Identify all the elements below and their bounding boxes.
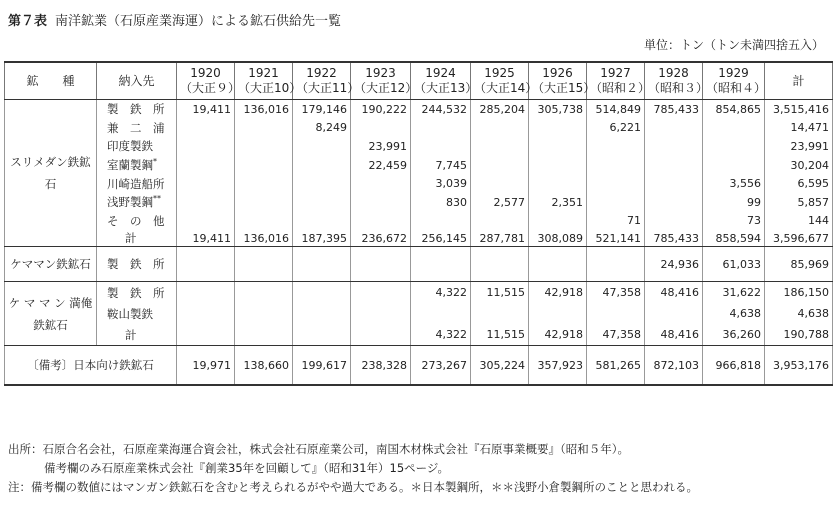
ore-type-cell: ケ マ マ ン 満俺鉄鉱石 [5, 282, 97, 346]
value-cell [351, 119, 411, 138]
value-cell [235, 193, 293, 212]
value-cell [587, 193, 645, 212]
remark-label-cell: 〔備考〕日本向け鉄鉱石 [5, 346, 177, 386]
value-cell: 19,971 [177, 346, 235, 386]
footnote-mark: ** [153, 194, 161, 204]
header-year [529, 62, 596, 100]
destination-cell [97, 174, 177, 193]
table-row [5, 193, 833, 212]
header-year-ad: 1928 [658, 66, 689, 80]
table-row [5, 247, 833, 282]
value-cell: 854,865 [703, 100, 765, 119]
value-cell [703, 119, 765, 138]
table-row-japan-total [5, 346, 833, 386]
table-row [5, 174, 833, 193]
header-year-era: （昭和２） [590, 81, 651, 95]
value-cell [471, 303, 529, 324]
destination-label: 製 鉄 所 [107, 102, 165, 117]
value-cell: 48,416 [645, 324, 703, 346]
destination-label: 浅野製鋼 [107, 195, 153, 210]
header-year-ad: 1923 [365, 66, 396, 80]
value-cell [351, 324, 411, 346]
value-cell [293, 282, 351, 304]
header-year-ad: 1929 [718, 66, 749, 80]
value-cell [411, 212, 471, 231]
value-cell [645, 303, 703, 324]
header-year-era: （昭和４） [706, 81, 767, 95]
header-year [177, 62, 241, 100]
value-cell: 22,459 [351, 156, 411, 175]
table-row [5, 119, 833, 138]
value-cell [351, 247, 411, 282]
value-cell [529, 247, 587, 282]
destination-label: 製 鉄 所 [107, 285, 165, 300]
destination-cell [97, 247, 177, 282]
value-cell [645, 119, 703, 138]
destination-label: 鞍山製鉄 [107, 306, 153, 321]
header-year-era: （大正13） [414, 81, 478, 95]
value-cell: 31,622 [703, 282, 765, 304]
value-cell: 244,532 [411, 100, 471, 119]
footnote-mark: * [153, 157, 157, 167]
value-cell: 11,515 [471, 282, 529, 304]
destination-cell [97, 156, 177, 175]
header-year-era: （大正10） [238, 81, 302, 95]
destination-label: 兼 二 浦 [107, 120, 165, 135]
value-cell [351, 212, 411, 231]
table-row [5, 212, 833, 231]
notes [8, 440, 698, 497]
value-cell [587, 137, 645, 156]
value-cell [235, 119, 293, 138]
header-year-ad: 1925 [484, 66, 515, 80]
value-cell [471, 137, 529, 156]
destination-label: 計 [125, 231, 137, 246]
destination-label: 室蘭製鋼 [107, 158, 153, 173]
total-cell: 30,204 [765, 156, 833, 175]
value-cell: 872,103 [645, 346, 703, 386]
value-cell [703, 156, 765, 175]
destination-cell [97, 212, 177, 231]
header-year-era: （大正15） [532, 81, 596, 95]
value-cell [351, 282, 411, 304]
header-year [293, 62, 360, 100]
value-cell: 47,358 [587, 324, 645, 346]
value-cell [529, 174, 587, 193]
header-year-ad: 1920 [190, 66, 221, 80]
value-cell [645, 174, 703, 193]
ore-supply-table [4, 61, 833, 386]
header-ore: 鉱 種 [5, 62, 97, 100]
value-cell [587, 247, 645, 282]
table-row [5, 100, 833, 119]
value-cell: 2,577 [471, 193, 529, 212]
header-destination: 納入先 [97, 62, 177, 100]
total-cell: 6,595 [765, 174, 833, 193]
destination-cell [97, 100, 177, 119]
total-cell: 190,788 [765, 324, 833, 346]
value-cell [235, 324, 293, 346]
table-title [8, 10, 341, 29]
value-cell [411, 303, 471, 324]
value-cell [177, 193, 235, 212]
value-cell: 830 [411, 193, 471, 212]
destination-label: 製 鉄 所 [107, 257, 165, 272]
total-cell: 3,953,176 [765, 346, 833, 386]
value-cell [293, 247, 351, 282]
table-row [5, 282, 833, 304]
value-cell [471, 119, 529, 138]
value-cell [645, 156, 703, 175]
header-year [587, 62, 651, 100]
value-cell: 236,672 [351, 230, 411, 247]
value-cell: 308,089 [529, 230, 587, 247]
value-cell [235, 282, 293, 304]
destination-cell [97, 324, 177, 346]
value-cell: 305,224 [471, 346, 529, 386]
value-cell [529, 212, 587, 231]
header-total: 計 [765, 62, 833, 100]
header-year [411, 62, 478, 100]
value-cell [235, 303, 293, 324]
value-cell [471, 156, 529, 175]
value-cell: 357,923 [529, 346, 587, 386]
total-cell: 144 [765, 212, 833, 231]
note-footnote: 注：備考欄の数値にはマンガン鉄鉱石を含むと考えられるがやや過大である。＊日本製鋼所，＊＊浅野小倉製鋼所のことと思われる。 [8, 480, 698, 494]
value-cell [177, 247, 235, 282]
value-cell: 61,033 [703, 247, 765, 282]
value-cell: 514,849 [587, 100, 645, 119]
header-year-era: （大正14） [474, 81, 538, 95]
value-cell [293, 156, 351, 175]
value-cell: 238,328 [351, 346, 411, 386]
value-cell: 3,039 [411, 174, 471, 193]
destination-label: 計 [125, 327, 137, 342]
value-cell [293, 324, 351, 346]
header-year [235, 62, 302, 100]
destination-label: 印度製鉄 [107, 139, 153, 154]
value-cell [411, 137, 471, 156]
value-cell: 285,204 [471, 100, 529, 119]
value-cell: 11,515 [471, 324, 529, 346]
value-cell [293, 174, 351, 193]
header-year-era: （大正12） [354, 81, 418, 95]
header-year [703, 62, 765, 100]
value-cell: 4,322 [411, 282, 471, 304]
value-cell [645, 137, 703, 156]
value-cell [293, 212, 351, 231]
value-cell: 42,918 [529, 324, 587, 346]
header-year-era: （大正11） [296, 81, 360, 95]
value-cell [529, 137, 587, 156]
value-cell [235, 156, 293, 175]
note-remark-source: 備考欄のみ石原産業株式会社『創業35年を回顧して』（昭和31年）15ページ。 [44, 461, 449, 475]
destination-label: 川崎造船所 [107, 176, 165, 191]
value-cell [293, 193, 351, 212]
destination-cell [97, 137, 177, 156]
total-cell: 5,857 [765, 193, 833, 212]
value-cell: 521,141 [587, 230, 645, 247]
note-source: 出所：石原合名会社，石原産業海運合資会社，株式会社石原産業公司，南国木材株式会社『石原事業概要』（昭和５年）。 [8, 442, 629, 456]
value-cell: 19,411 [177, 100, 235, 119]
value-cell: 785,433 [645, 230, 703, 247]
header-year [645, 62, 709, 100]
total-cell: 4,638 [765, 303, 833, 324]
value-cell [645, 193, 703, 212]
total-cell: 186,150 [765, 282, 833, 304]
value-cell: 785,433 [645, 100, 703, 119]
destination-cell [97, 119, 177, 138]
value-cell [235, 212, 293, 231]
value-cell: 136,016 [235, 230, 293, 247]
table-row [5, 156, 833, 175]
header-year [351, 62, 418, 100]
header-year-ad: 1922 [306, 66, 337, 80]
value-cell: 966,818 [703, 346, 765, 386]
value-cell [177, 137, 235, 156]
value-cell: 42,918 [529, 282, 587, 304]
value-cell [411, 119, 471, 138]
value-cell: 138,660 [235, 346, 293, 386]
value-cell [235, 137, 293, 156]
value-cell: 23,991 [351, 137, 411, 156]
destination-cell [97, 303, 177, 324]
value-cell: 190,222 [351, 100, 411, 119]
table-row [5, 137, 833, 156]
value-cell [529, 303, 587, 324]
destination-cell [97, 230, 177, 247]
destination-cell [97, 282, 177, 304]
value-cell [177, 324, 235, 346]
value-cell: 199,617 [293, 346, 351, 386]
value-cell [703, 137, 765, 156]
value-cell [293, 303, 351, 324]
value-cell [587, 174, 645, 193]
value-cell [293, 137, 351, 156]
value-cell: 2,351 [529, 193, 587, 212]
header-year-era: （大正９） [180, 81, 241, 95]
value-cell: 581,265 [587, 346, 645, 386]
total-cell: 14,471 [765, 119, 833, 138]
ore-type-cell: ケママン鉄鉱石 [5, 247, 97, 282]
value-cell [587, 303, 645, 324]
value-cell: 187,395 [293, 230, 351, 247]
value-cell: 48,416 [645, 282, 703, 304]
value-cell: 273,267 [411, 346, 471, 386]
destination-cell [97, 193, 177, 212]
total-cell: 23,991 [765, 137, 833, 156]
value-cell [529, 156, 587, 175]
table-row [5, 230, 833, 247]
value-cell: 4,322 [411, 324, 471, 346]
value-cell: 19,411 [177, 230, 235, 247]
value-cell: 858,594 [703, 230, 765, 247]
table-number: 第７表 [8, 14, 48, 29]
value-cell: 256,145 [411, 230, 471, 247]
unit-note: 単位：トン（トン未満四捨五入） [643, 38, 824, 52]
total-cell: 3,515,416 [765, 100, 833, 119]
value-cell: 179,146 [293, 100, 351, 119]
value-cell [177, 156, 235, 175]
table-body [5, 100, 833, 386]
value-cell: 73 [703, 212, 765, 231]
header-year-ad: 1926 [542, 66, 573, 80]
value-cell: 4,638 [703, 303, 765, 324]
value-cell: 8,249 [293, 119, 351, 138]
header-year-ad: 1921 [248, 66, 279, 80]
value-cell: 305,738 [529, 100, 587, 119]
value-cell [471, 212, 529, 231]
value-cell: 24,936 [645, 247, 703, 282]
value-cell [177, 212, 235, 231]
value-cell [177, 174, 235, 193]
value-cell [177, 282, 235, 304]
value-cell [471, 174, 529, 193]
table-row [5, 324, 833, 346]
table-caption: 南洋鉱業（石原産業海運）による鉱石供給先一覧 [55, 14, 342, 29]
table-row [5, 303, 833, 324]
value-cell: 7,745 [411, 156, 471, 175]
value-cell [235, 247, 293, 282]
header-year [471, 62, 538, 100]
value-cell [351, 303, 411, 324]
value-cell [529, 119, 587, 138]
total-cell: 3,596,677 [765, 230, 833, 247]
ore-type-cell: スリメダン鉄鉱石 [5, 100, 97, 247]
header-year-era: （昭和３） [648, 81, 709, 95]
value-cell [177, 303, 235, 324]
value-cell [471, 247, 529, 282]
value-cell: 99 [703, 193, 765, 212]
value-cell: 36,260 [703, 324, 765, 346]
value-cell: 47,358 [587, 282, 645, 304]
value-cell [235, 174, 293, 193]
value-cell: 287,781 [471, 230, 529, 247]
value-cell [351, 193, 411, 212]
value-cell: 136,016 [235, 100, 293, 119]
value-cell: 3,556 [703, 174, 765, 193]
header-row [5, 62, 833, 100]
value-cell [351, 174, 411, 193]
value-cell [645, 212, 703, 231]
value-cell: 6,221 [587, 119, 645, 138]
total-cell: 85,969 [765, 247, 833, 282]
destination-label: そ の 他 [107, 213, 165, 228]
value-cell [587, 156, 645, 175]
value-cell [411, 247, 471, 282]
header-year-ad: 1924 [425, 66, 456, 80]
value-cell [177, 119, 235, 138]
header-year-ad: 1927 [600, 66, 631, 80]
value-cell: 71 [587, 212, 645, 231]
